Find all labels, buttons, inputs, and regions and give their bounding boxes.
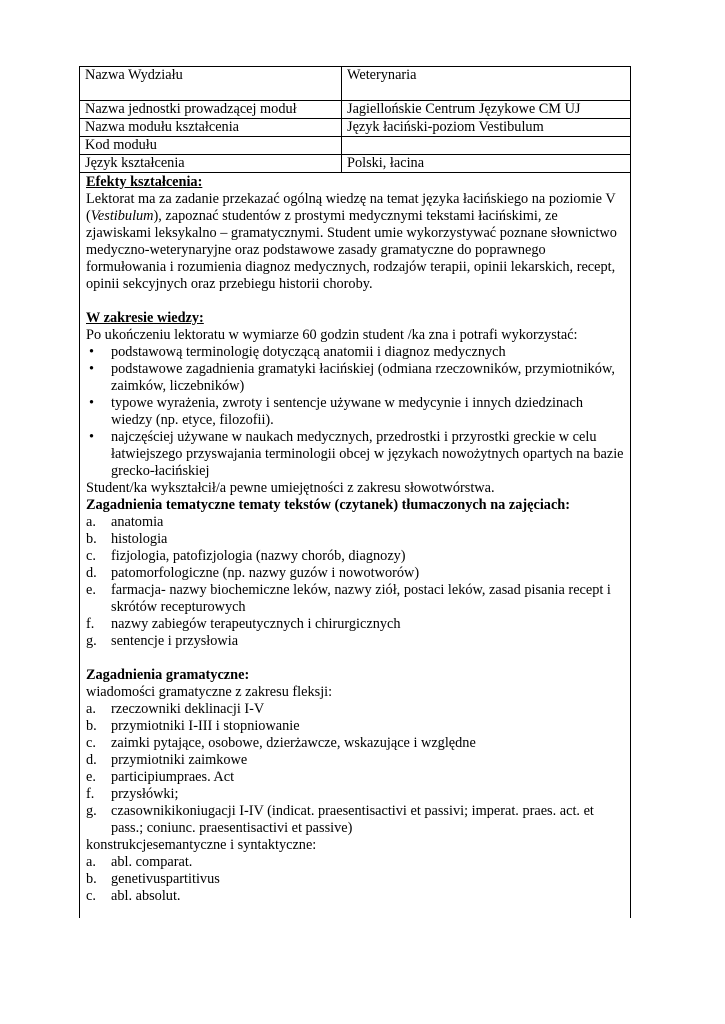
spacer (86, 293, 625, 310)
list-item-text: nazwy zabiegów terapeutycznych i chirurgicznych (111, 616, 401, 632)
table-row (80, 67, 631, 101)
list-marker: b. (86, 531, 97, 547)
list-item: • najczęściej używane w naukach medycznych, przedrostki i przyrostki greckie w celu łatwiejszego przyswajania terminologii obcej w językach nowożytnych opartych na bazie grecko-łacińskiej (86, 429, 625, 480)
efekty-text-end: ), zapoznać studentów z prostymi medycznymi tekstami łacińskimi, ze zjawiskami leksykalno – gramatycznymi. Student umie wykorzystywać poznane słownictwo medyczno-weterynaryjne oraz podstawowe zasady gramatyczne do poprawnego formułowania i rozumienia diagnoz medycznych, rodzajów terapii, opinii lekarskich, recept, opinii sekcyjnych oraz przebiegu historii choroby. (86, 208, 617, 292)
module-code-label: Kod modułu (80, 137, 342, 155)
list-item-text: participiumpraes. Act (111, 769, 235, 785)
spacer (86, 650, 625, 667)
wiedza-list (86, 344, 625, 480)
language-value: Polski, łacina (342, 155, 631, 173)
list-item (86, 701, 625, 718)
list-item (86, 735, 625, 752)
list-item (86, 548, 625, 565)
list-item (86, 616, 625, 633)
list-marker: a. (86, 701, 96, 717)
wiedza-heading: W zakresie wiedzy: (86, 310, 204, 326)
list-marker: a. (86, 854, 96, 870)
constructions-intro: konstrukcjesemantyczne i syntaktyczne: (86, 837, 317, 853)
tematy-heading: Zagadnienia tematyczne tematy tekstów (czytanek) tłumaczonych na zajęciach: (86, 497, 571, 513)
list-item (86, 786, 625, 803)
module-name-value: Język łaciński-poziom Vestibulum (342, 119, 631, 137)
list-marker: d. (86, 565, 97, 581)
list-item (86, 752, 625, 769)
unit-label: Nazwa jednostki prowadzącej moduł (80, 101, 342, 119)
content-cell (79, 173, 631, 918)
list-item (86, 769, 625, 786)
list-marker: c. (86, 548, 96, 564)
list-item-text: zaimki pytające, osobowe, dzierżawcze, wskazujące i względne (111, 735, 476, 751)
wiedza-outro: Student/ka wykształcił/a pewne umiejętności z zakresu słowotwórstwa. (86, 480, 495, 496)
list-item-text: przymiotniki zaimkowe (111, 752, 248, 768)
list-item-text: genetivuspartitivus (111, 871, 220, 887)
list-item-text: czasownikikoniugacji I-IV (indicat. praesentisactivi et passivi; imperat. praes. act. et pass.; coniunc. praesentisactivi et passive) (111, 803, 594, 836)
list-item (86, 888, 625, 905)
list-item (86, 633, 625, 650)
gramatyka-heading: Zagadnienia gramatyczne: (86, 667, 250, 683)
list-item-text: fizjologia, patofizjologia (nazwy chorób, diagnozy) (111, 548, 406, 564)
list-item-text: abl. absolut. (111, 888, 181, 904)
gramatyka-list (86, 701, 625, 837)
list-marker: c. (86, 735, 96, 751)
document-page (79, 66, 631, 918)
list-item-text: rzeczowniki deklinacji I-V (111, 701, 265, 717)
tematy-list (86, 514, 625, 650)
efekty-paragraph (86, 191, 625, 293)
list-item (86, 514, 625, 531)
efekty-text-start: Lektorat ma za zadanie przekazać ogólną wiedzę na temat języka łacińskiego na poziomie V ( (86, 191, 616, 224)
list-item-text: przysłówki; (111, 786, 179, 802)
table-row (80, 119, 631, 137)
list-marker: e. (86, 769, 96, 785)
list-marker: b. (86, 871, 97, 887)
list-item (86, 565, 625, 582)
list-marker: a. (86, 514, 96, 530)
list-item-text: abl. comparat. (111, 854, 193, 870)
list-item (86, 531, 625, 548)
list-marker: d. (86, 752, 97, 768)
list-item (86, 871, 625, 888)
efekty-text-italic: Vestibulum (90, 208, 154, 224)
list-marker: g. (86, 633, 97, 649)
faculty-value: Weterynaria (342, 67, 631, 101)
faculty-label: Nazwa Wydziału (80, 67, 342, 101)
list-item (86, 803, 625, 837)
list-item (86, 854, 625, 871)
list-item-text: sentencje i przysłowia (111, 633, 239, 649)
list-marker: f. (86, 786, 95, 802)
list-item: • typowe wyrażenia, zwroty i sentencje używane w medycynie i innych dziedzinach wiedzy (np. etyce, filozofii). (86, 395, 625, 429)
list-item-text: przymiotniki I-III i stopniowanie (111, 718, 300, 734)
list-item-text: anatomia (111, 514, 164, 530)
gramatyka-intro: wiadomości gramatyczne z zakresu fleksji: (86, 684, 333, 700)
table-row (80, 155, 631, 173)
list-marker: c. (86, 888, 96, 904)
list-item-text: patomorfologiczne (np. nazwy guzów i nowotworów) (111, 565, 420, 581)
module-code-value (342, 137, 631, 155)
list-marker: f. (86, 616, 95, 632)
list-marker: b. (86, 718, 97, 734)
list-marker: g. (86, 803, 97, 819)
table-row (80, 101, 631, 119)
efekty-heading: Efekty kształcenia: (86, 174, 203, 190)
table-row (80, 137, 631, 155)
list-item (86, 582, 625, 616)
wiedza-intro: Po ukończeniu lektoratu w wymiarze 60 godzin student /ka zna i potrafi wykorzystać: (86, 327, 578, 343)
module-name-label: Nazwa modułu kształcenia (80, 119, 342, 137)
list-item-text: farmacja- nazwy biochemiczne leków, nazwy ziół, postaci leków, zasad pisania recept i skrótów recepturowych (111, 582, 611, 615)
list-item-text: histologia (111, 531, 168, 547)
constructions-list (86, 854, 625, 905)
list-item: • podstawową terminologię dotyczącą anatomii i diagnoz medycznych (86, 344, 625, 361)
language-label: Język kształcenia (80, 155, 342, 173)
list-marker: e. (86, 582, 96, 598)
module-info-table (79, 66, 631, 173)
list-item (86, 718, 625, 735)
unit-value: Jagiellońskie Centrum Językowe CM UJ (342, 101, 631, 119)
list-item: • podstawowe zagadnienia gramatyki łacińskiej (odmiana rzeczowników, przymiotników, zaimków, liczebników) (86, 361, 625, 395)
